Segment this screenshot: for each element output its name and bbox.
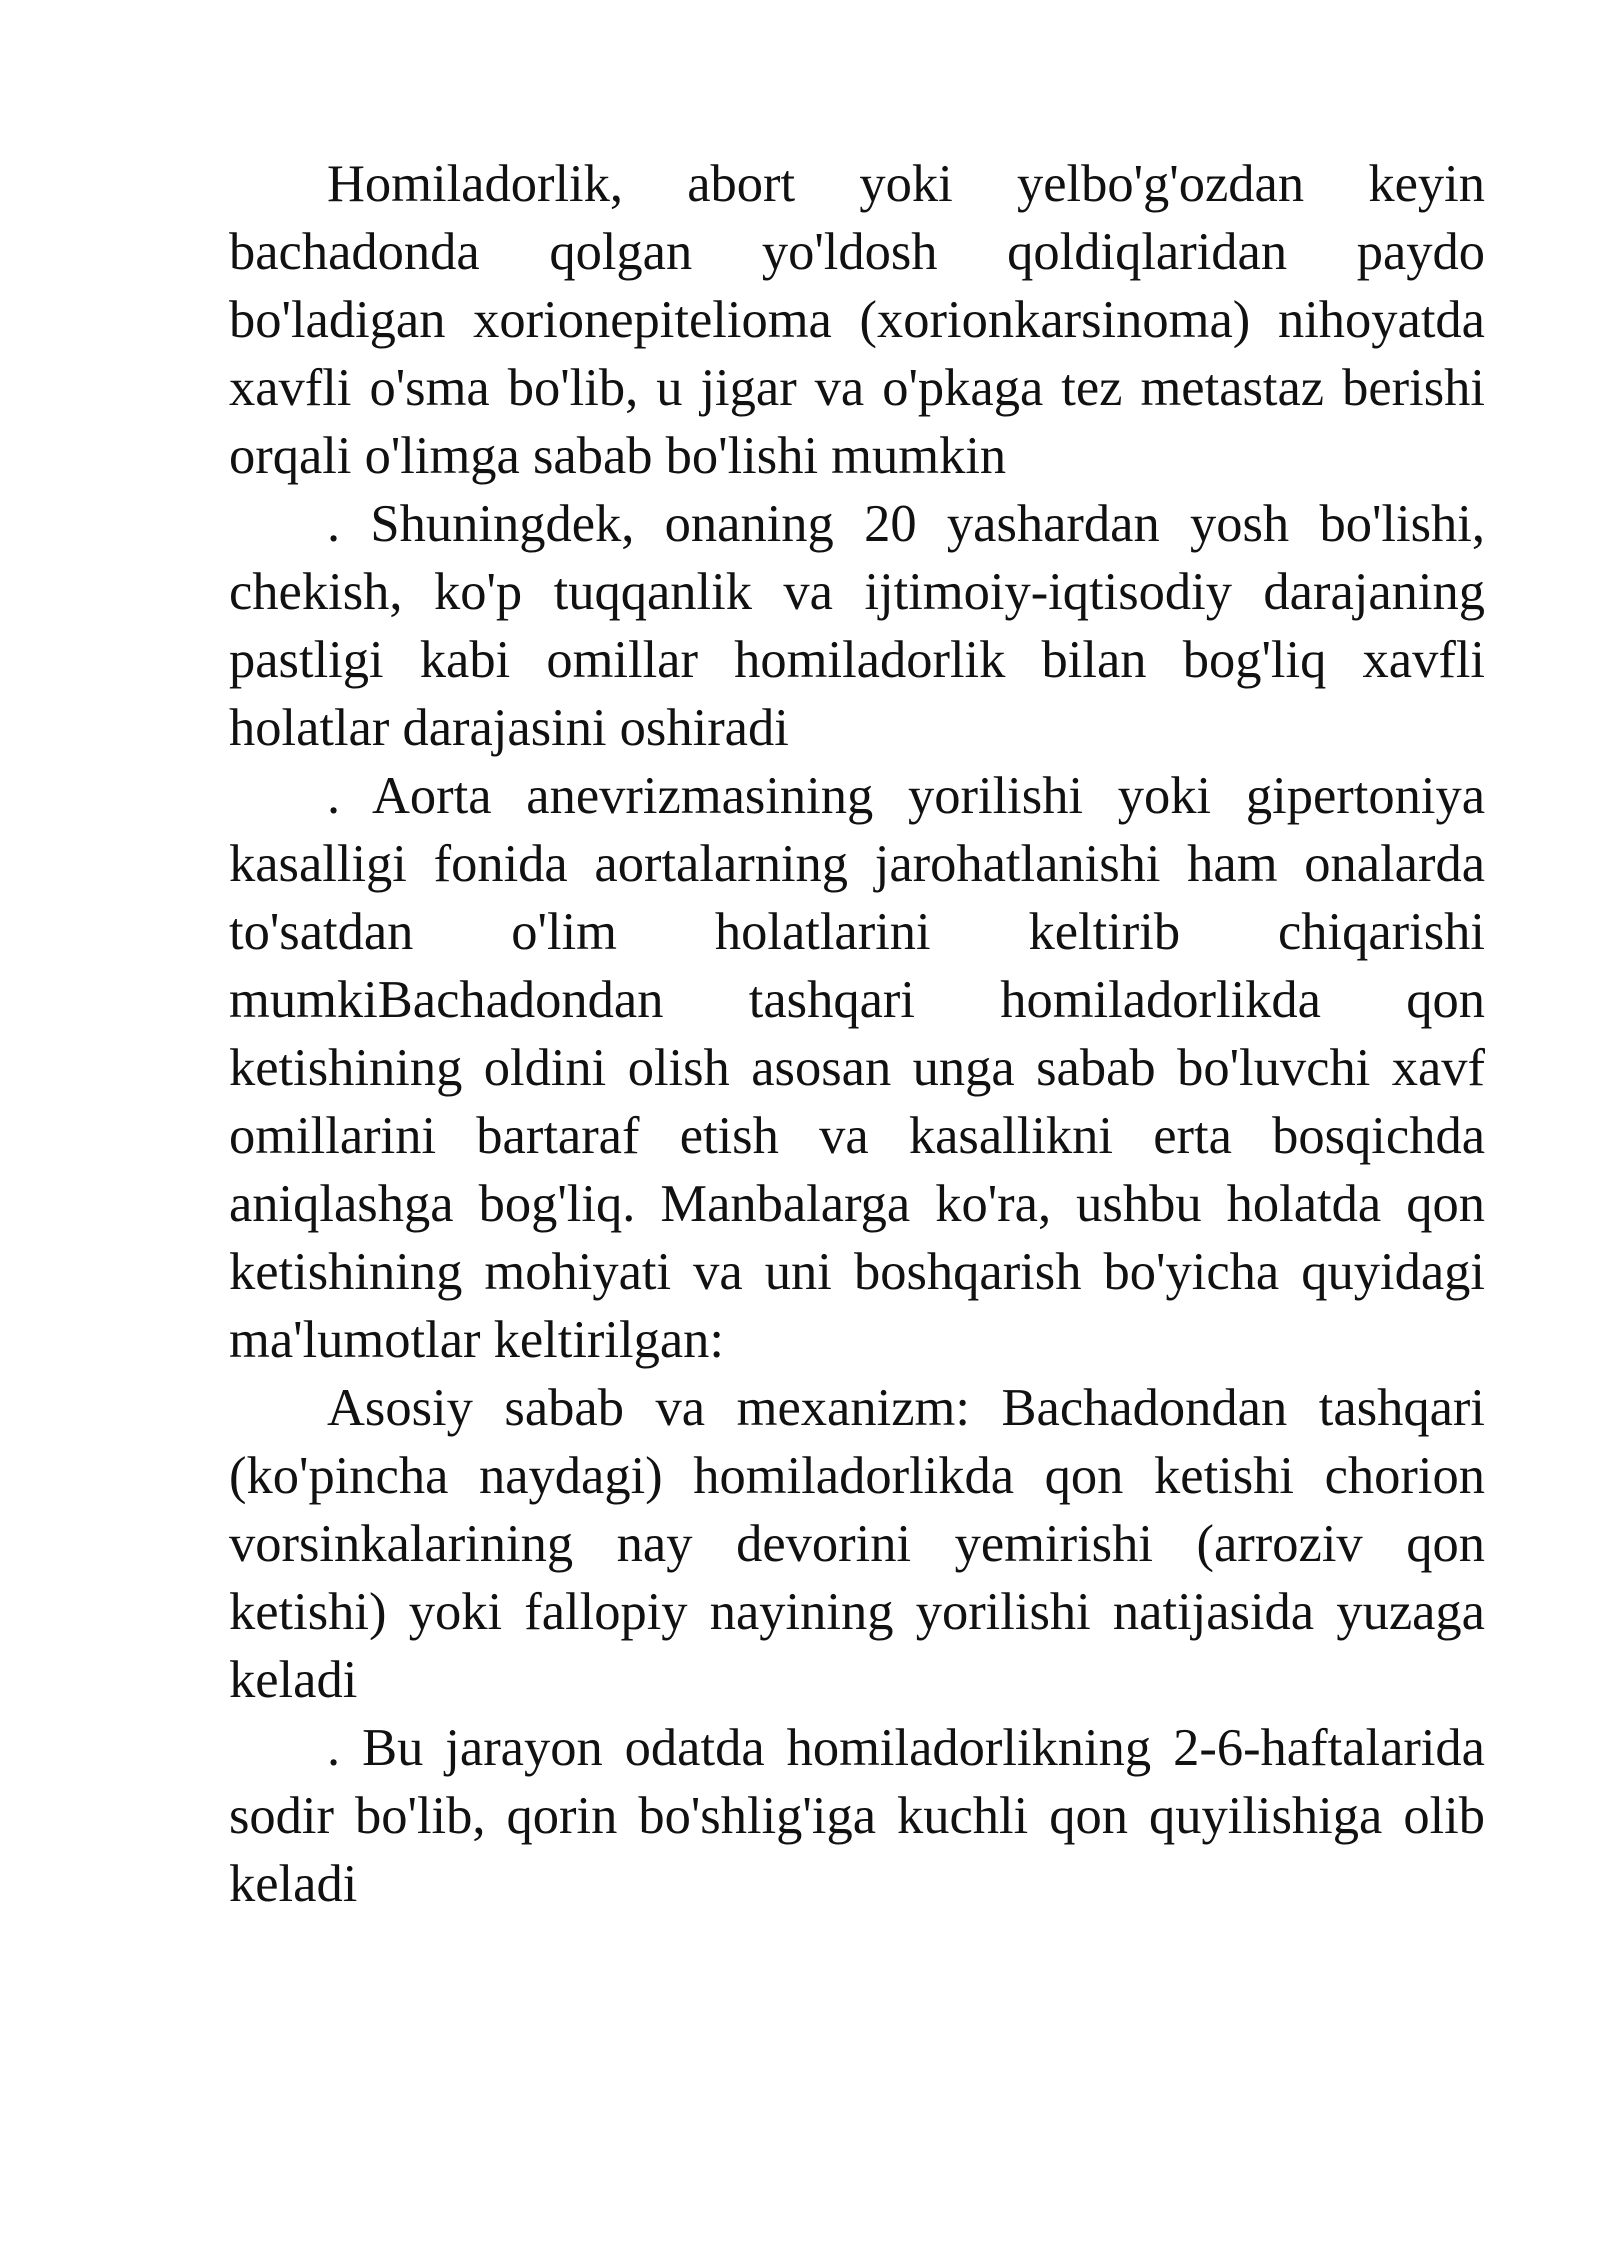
paragraph: . Bu jarayon odatda homiladorlikning 2-6-haftalarida sodir bo'lib, qorin bo'shlig'iga kuchli qon quyilishiga olib keladi <box>229 1719 1485 1913</box>
paragraph: Asosiy sabab va mexanizm: Bachadondan tashqari (ko'pincha naydagi) homiladorlikda qon ketishi chorion vorsinkalarining nay devorini yemirishi (arroziv qon ketishi) yoki fallopiy nayining yorilishi natijasida yuzaga keladi <box>229 1379 1485 1709</box>
paragraph: . Shuningdek, onaning 20 yashardan yosh bo'lishi, chekish, ko'p tuqqanlik va ijtimoiy-iqtisodiy darajaning pastligi kabi omillar homiladorlik bilan bog'liq xavfli holatlar darajasini oshiradi <box>229 495 1485 757</box>
paragraph: . Aorta anevrizmasining yorilishi yoki gipertoniya kasalligi fonida aortalarning jarohatlanishi ham onalarda to'satdan o'lim holatlarini keltirib chiqarishi mumkiBachadondan tashqari homiladorlikda qon ketishining oldini olish asosan unga sabab bo'luvchi xavf omillarini bartaraf etish va kasallikni erta bosqichda aniqlashga bog'liq. Manbalarga ko'ra, ushbu holatda qon ketishining mohiyati va uni boshqarish bo'yicha quyidagi ma'lumotlar keltirilgan: <box>229 767 1485 1369</box>
document-page <box>229 150 1485 1918</box>
paragraph: Homiladorlik, abort yoki yelbo'g'ozdan keyin bachadonda qolgan yo'ldosh qoldiqlaridan paydo bo'ladigan xorionepitelioma (xorionkarsinoma) nihoyatda xavfli o'sma bo'lib, u jigar va o'pkaga tez metastaz berishi orqali o'limga sabab bo'lishi mumkin <box>229 155 1485 485</box>
